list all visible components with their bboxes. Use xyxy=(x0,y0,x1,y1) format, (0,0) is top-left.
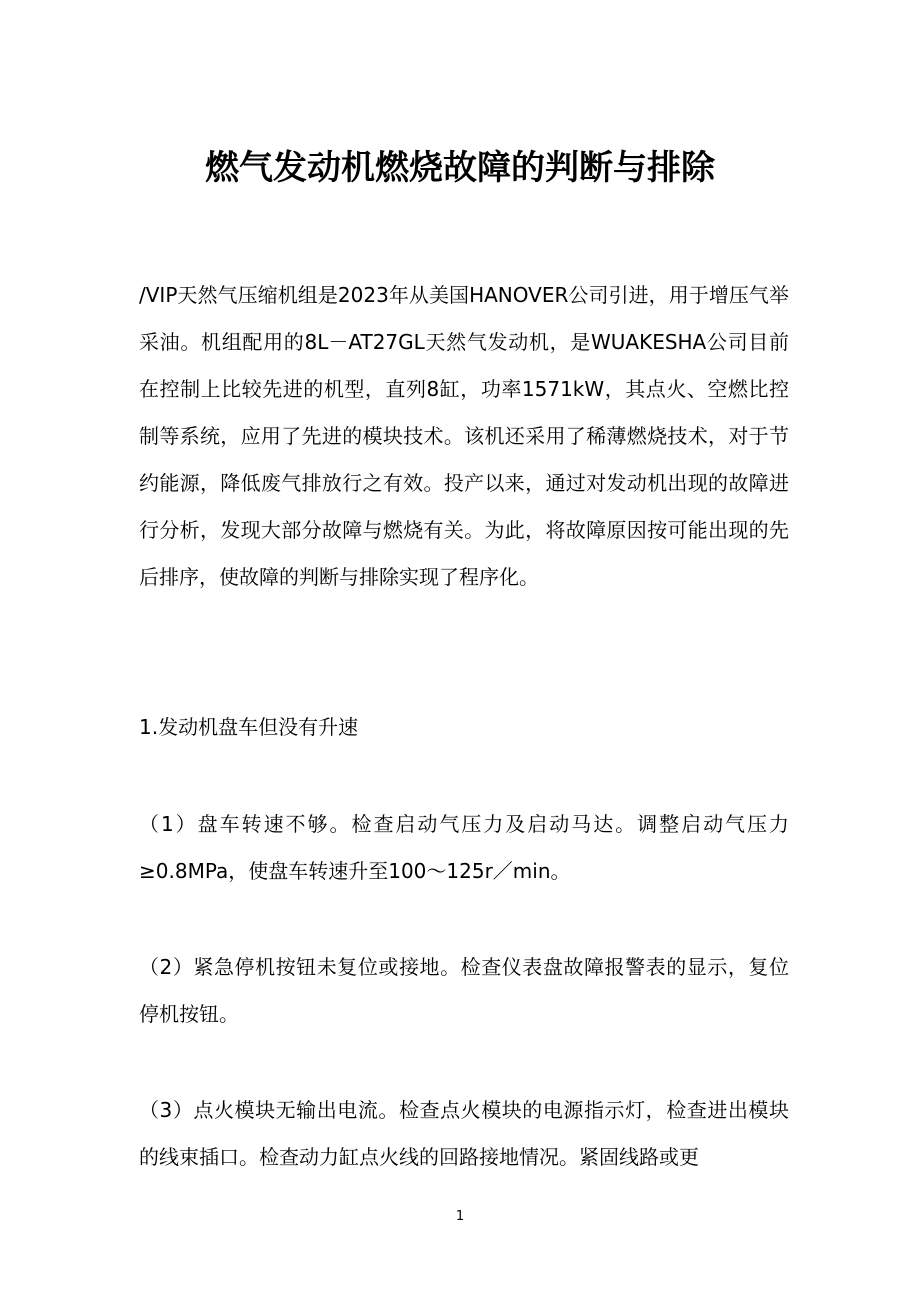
intro-paragraph: /VIP天然气压缩机组是2023年从美国HANOVER公司引进，用于增压气举采油。机组配用的8L－AT27GL天然气发动机，是WUAKESHA公司目前在控制上比较先进的机型，直列8缸，功率1571kW，其点火、空燃比控制等系统，应用了先进的模块技术。该机还采用了稀薄燃烧技术，对于节约能源，降低废气排放行之有效。投产以来，通过对发动机出现的故障进行分析，发现大部分故障与燃烧有关。为此，将故障原因按可能出现的先后排序，使故障的判断与排除实现了程序化。 xyxy=(139,283,789,589)
list-item: （3）点火模块无输出电流。检查点火模块的电源指示灯，检查进出模块的线束插口。检查动力缸点火线的回路接地情况。紧固线路或更 xyxy=(139,1098,789,1169)
list-item: （1）盘车转速不够。检查启动气压力及启动马达。调整启动气压力≥0.8MPa，使盘车转速升至100～125r／min。 xyxy=(139,812,789,883)
section-heading: 1.发动机盘车但没有升速 xyxy=(139,715,359,739)
document-title: 燃气发动机燃烧故障的判断与排除 xyxy=(205,148,715,188)
list-item: （2）紧急停机按钮未复位或接地。检查仪表盘故障报警表的显示，复位停机按钮。 xyxy=(139,955,789,1026)
page-number: 1 xyxy=(455,1209,465,1224)
